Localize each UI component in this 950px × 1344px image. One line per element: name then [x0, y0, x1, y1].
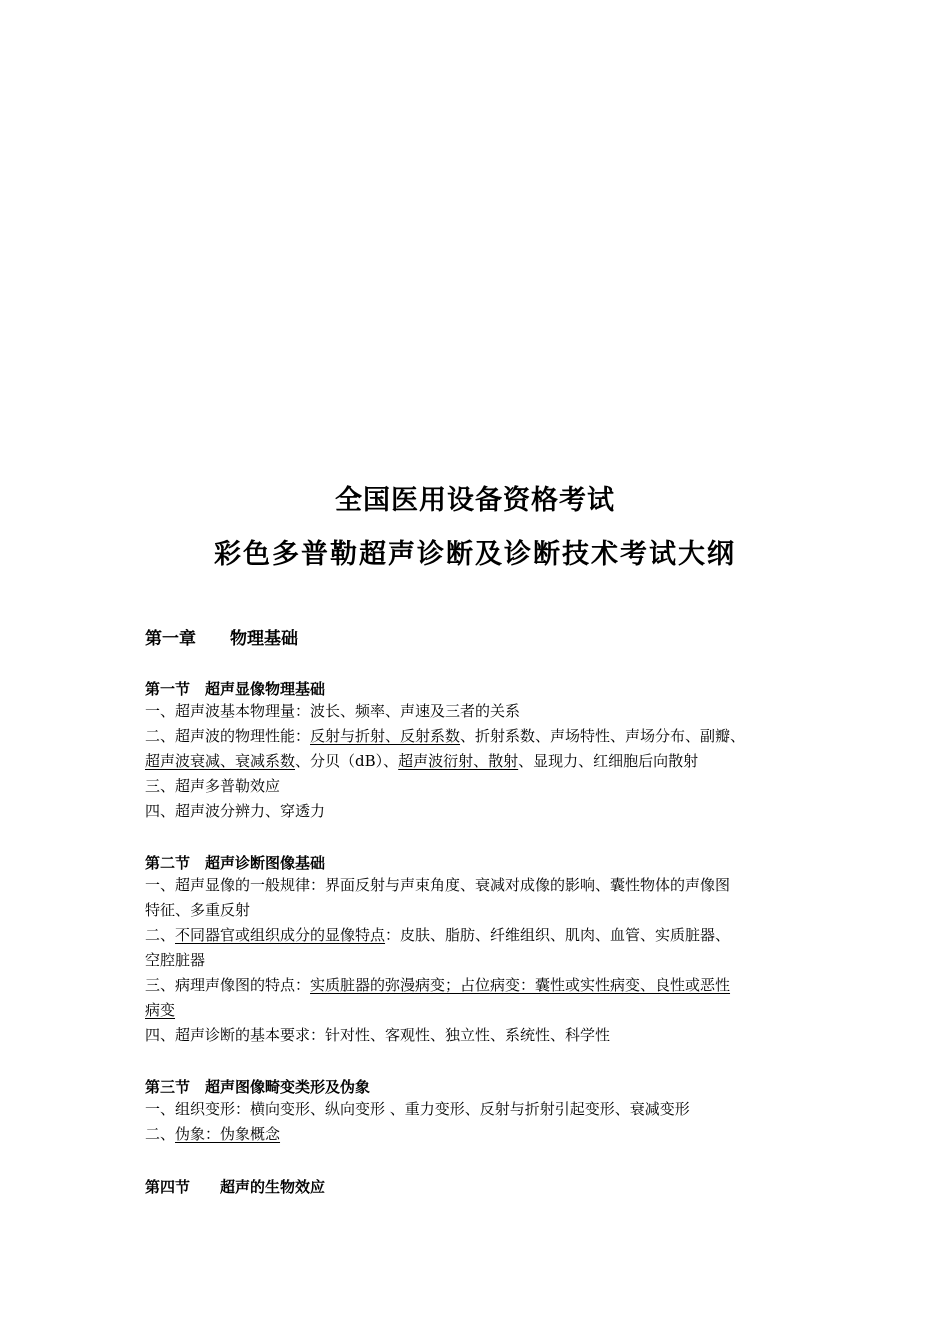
text-line: 一、组织变形：横向变形、纵向变形 、重力变形、反射与折射引起变形、衰减变形 [145, 1100, 690, 1118]
section-heading-4: 第四节 超声的生物效应 [145, 1178, 326, 1196]
document-subtitle: 彩色多普勒超声诊断及诊断技术考试大纲 [214, 539, 736, 570]
text-line: 空腔脏器 [145, 951, 206, 969]
text-line: 二、超声波的物理性能：反射与折射、反射系数、折射系数、声场特性、声场分布、副瓣、 [145, 727, 746, 745]
text-line: 一、超声显像的一般规律：界面反射与声束角度、衰减对成像的影响、囊性物体的声像图 [145, 876, 731, 894]
document-title: 全国医用设备资格考试 [335, 485, 615, 516]
text-line: 二、不同器官或组织成分的显像特点：皮肤、脂肪、纤维组织、肌肉、血管、实质脏器、 [145, 926, 731, 944]
text-line: 四、超声波分辨力、穿透力 [145, 802, 326, 820]
text-line: 三、超声多普勒效应 [145, 777, 281, 795]
text-line: 四、超声诊断的基本要求：针对性、客观性、独立性、系统性、科学性 [145, 1026, 611, 1044]
chapter-heading: 第一章 物理基础 [145, 629, 298, 649]
text-line: 三、病理声像图的特点：实质脏器的弥漫病变；占位病变：囊性或实性病变、良性或恶性 [145, 976, 731, 994]
text-line: 二、伪象：伪象概念 [145, 1125, 281, 1143]
text-line: 超声波衰减、衰减系数、分贝（dB）、超声波衍射、散射、显现力、红细胞后向散射 [145, 752, 699, 770]
section-heading-2: 第二节 超声诊断图像基础 [145, 854, 326, 872]
text-line: 特征、多重反射 [145, 901, 251, 919]
text-line: 一、超声波基本物理量：波长、频率、声速及三者的关系 [145, 702, 521, 720]
section-heading-3: 第三节 超声图像畸变类形及伪象 [145, 1078, 371, 1096]
text-line: 病变 [145, 1001, 176, 1019]
section-heading-1: 第一节 超声显像物理基础 [145, 680, 326, 698]
